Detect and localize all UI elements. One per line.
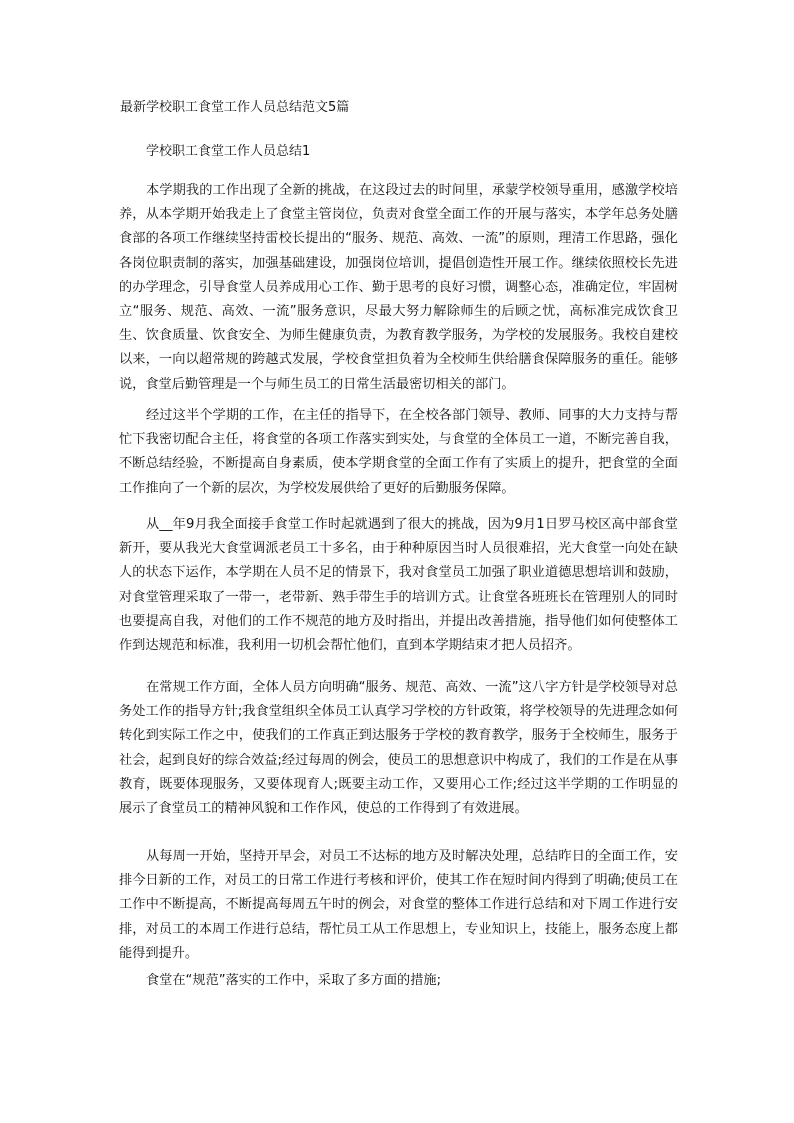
paragraph-3: 从__年9月我全面接手食堂工作时起就遇到了很大的挑战，因为9月1日罗马校区高中部食堂新开，要从我光大食堂调派老员工十多名，由于种种原因当时人员很难招，光大食堂一向处在缺人的状态下运作，本学期在人员不足的情景下，我对食堂员工加强了职业道德思想培训和鼓励，对食堂管理采取了一带一，老带新、熟手带生手的培训方式。让食堂各班班长在管理别人的同时也要提高自我，对他们的工作不规范的地方及时指出，并提出改善措施，指导他们如何使整体工作到达规范和标准，我利用一切机会帮忙他们，直到本学期结束才把人员招齐。 [119,517,678,654]
paragraph-5: 从每周一开始，坚持开早会，对员工不达标的地方及时解决处理，总结昨日的全面工作，安排今日新的工作，对员工的日常工作进行考核和评价，使其工作在短时间内得到了明确;使员工在工作中不断提高，不断提高每周五午时的例会，对食堂的整体工作进行总结和对下周工作进行安排，对员工的本周工作进行总结，帮忙员工从工作思想上，专业知识上，技能上，服务态度上都能得到提升。 [119,849,678,961]
paragraph-6: 食堂在“规范”落实的工作中，采取了多方面的措施; [146,973,442,988]
paragraph-2: 经过这半个学期的工作，在主任的指导下，在全校各部门领导、教师、同事的大力支持与帮忙下我密切配合主任，将食堂的各项工作落实到实处，与食堂的全体员工一道，不断完善自我，不断总结经验，不断提高自身素质，使本学期食堂的全面工作有了实质上的提升，把食堂的全面工作推向了一个新的层次，为学校发展供给了更好的后勤服务保障。 [119,408,678,496]
paragraph-1: 本学期我的工作出现了全新的挑战，在这段过去的时间里，承蒙学校领导重用，感激学校培养，从本学期开始我走上了食堂主管岗位，负责对食堂全面工作的开展与落实，本学年总务处膳食部的各项工作继续坚持雷校长提出的“服务、规范、高效、一流”的原则，理清工作思路，强化各岗位职责制的落实，加强基础建设，加强岗位培训，提倡创造性开展工作。继续依照校长先进的办学理念，引导食堂人员养成用心工作、勤于思考的良好习惯，调整心态，准确定位，牢固树立“服务、规范、高效、一流”服务意识，尽最大努力解除师生的后顾之忧，高标准完成饮食卫生、饮食质量、饮食安全、为师生健康负责，为教育教学服务，为学校的发展服务。我校自建校以来，一向以超常规的跨越式发展，学校食堂担负着为全校师生供给膳食保障服务的重任。能够说，食堂后勤管理是一个与师生员工的日常生活最密切相关的部门。 [119,183,678,392]
paragraph-4: 在常规工作方面，全体人员方向明确“服务、规范、高效、一流”这八字方针是学校领导对总务处工作的指导方针;我食堂组织全体员工认真学习学校的方针政策，将学校领导的先进理念如何转化到实际工作之中，使我们的工作真正到达服务于学校的教育教学，服务于全校师生，服务于社会，起到良好的综合效益;经过每周的例会，使员工的思想意识中构成了，我们的工作是在从事教育，既要体现服务，又要体现育人;既要主动工作，又要用心工作;经过这半学期的工作明显的展示了食堂员工的精神风貌和工作作风，使总的工作得到了有效进展。 [119,680,678,817]
section-title: 学校职工食堂工作人员总结1 [146,144,311,159]
document-title: 最新学校职工食堂工作人员总结范文5篇 [120,100,350,115]
